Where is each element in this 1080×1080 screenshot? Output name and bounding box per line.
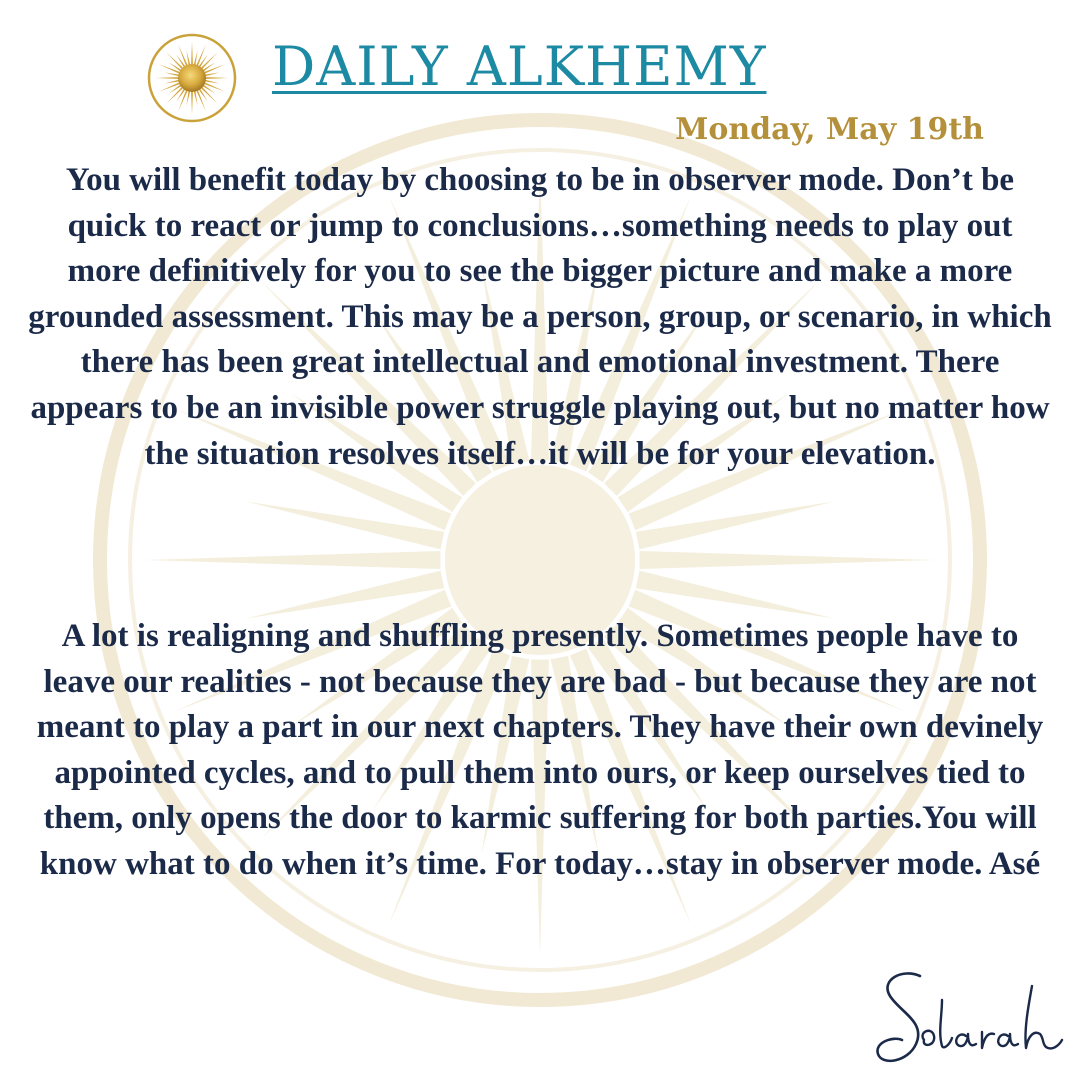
sun-logo-icon — [146, 32, 238, 124]
body-paragraph-1: You will benefit today by choosing to be in observer mode. Don’t be quick to react or jump to conclusions…something needs to play out more definitively for you to see the bigger picture and make a more grounded assessment. This may be a person, group, or scenario, in which there has been great intellectual and emotional investment. There appears to be an invisible power struggle playing out, but no matter how the situation resolves itself…it will be for your elevation. — [28, 162, 1052, 472]
page-title: DAILY ALKHEMY — [272, 35, 767, 98]
signature — [872, 966, 1068, 1074]
date-label: Monday, May 19th — [675, 112, 984, 147]
body-paragraph-2: A lot is realigning and shuffling presently. Sometimes people have to leave our realities - not because they are bad - but because they are not meant to play a part in our next chapters. They have their own devinely appointed cycles, and to pull them into ours, or keep ourselves tied to them, only opens the door to karmic suffering for both parties.You will know what to do when it’s time. For today…stay in observer mode. Asé — [36, 618, 1044, 882]
